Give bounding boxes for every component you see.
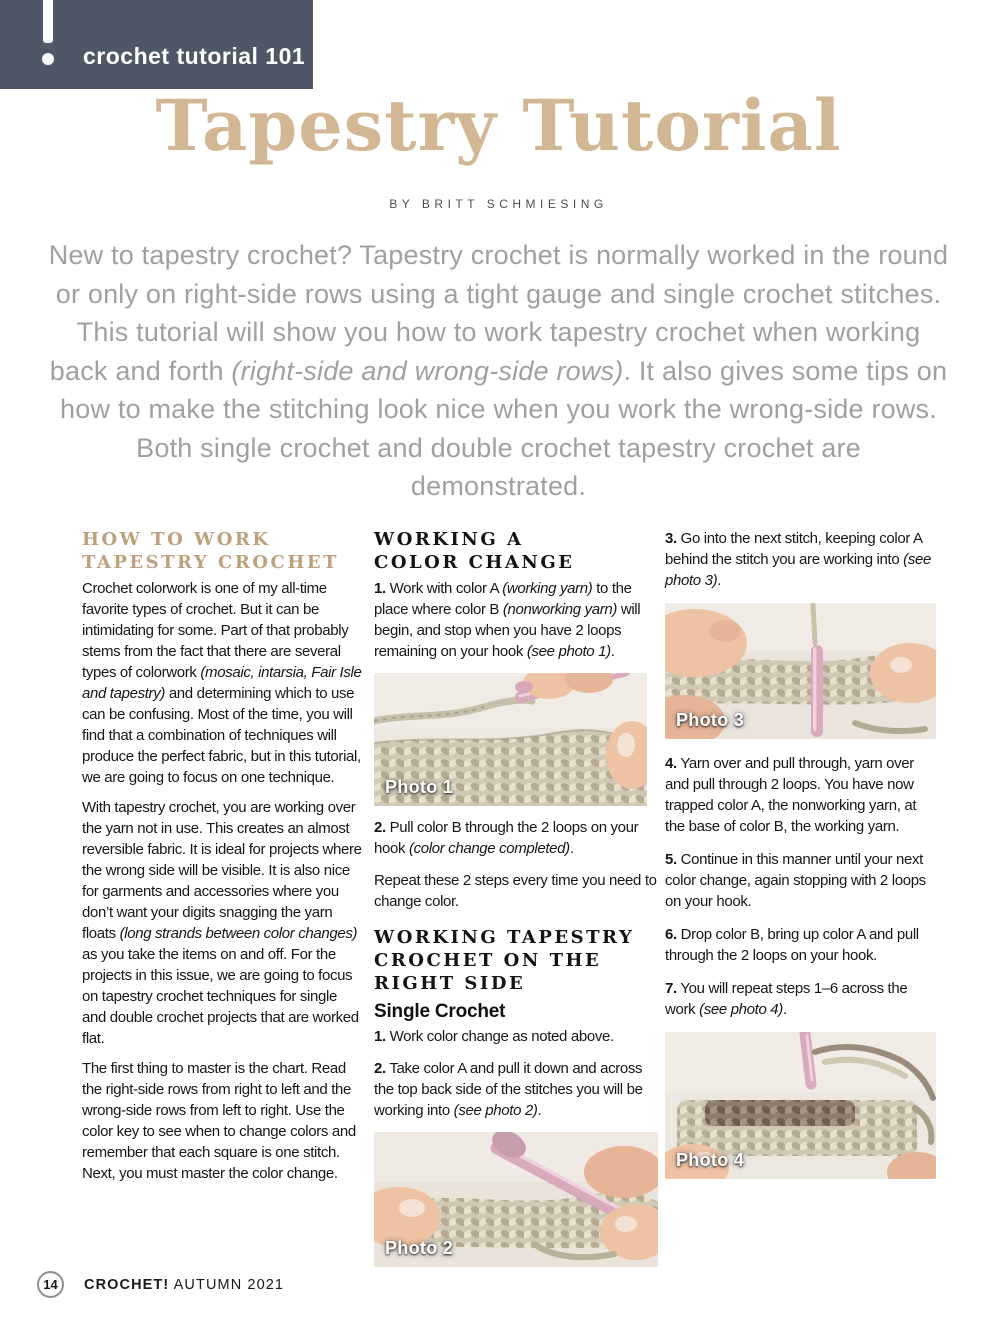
heading-line: RIGHT SIDE (374, 973, 526, 994)
paragraph-working-over-yarn: With tapestry crochet, you are working over the yarn not in use. This creates an almost reversible fabric. It is ideal for projects where the wrong side will be visible. It is also nice for garments and accessories where you don’t want your digits snagging the yarn floats (long strands between color changes) as you take the items on and off. For the projects in this issue, we are going to focus on tapestry crochet techniques for single and double crochet projects that are worked flat. (82, 799, 362, 1047)
photo-2 (374, 1132, 658, 1267)
heading-line: CROCHET ON THE (374, 950, 602, 971)
step-6: 6. Drop color B, bring up color A and pull through the 2 loops on your hook. (665, 926, 919, 964)
footer-magazine-line (84, 1277, 284, 1293)
heading-line: TAPESTRY CROCHET (82, 552, 339, 573)
byline: BY BRITT SCHMIESING (389, 197, 608, 211)
heading-line: COLOR CHANGE (374, 552, 575, 573)
section-banner (0, 0, 313, 89)
sc-step-1: 1. Work color change as noted above. (374, 1028, 614, 1045)
column-how-to-work (82, 528, 364, 1193)
page-number-badge (37, 1271, 64, 1298)
paragraph-colorwork: Crochet colorwork is one of my all-time favorite types of crochet. But it can be intimidating for some. Part of that probably stems from the fact that there are several types of colorwork (mosaic, intarsia, Fair Isle and tapestry) and determining which to use can be confusing. Most of the time, you will find that a combination of techniques will produce the perfect fabric, but in this tutorial, we are going to focus on one technique. (82, 580, 362, 786)
intro-paragraph: New to tapestry crochet? Tapestry crochet is normally worked in the round or only on right-side rows using a tight gauge and single crochet stitches. This tutorial will show you how to work tapestry crochet when working back and forth (right-side and wrong-side rows). It also gives some tips on how to make the stitching look nice when you work the wrong-side rows. Both single crochet and double crochet tapestry crochet are demonstrated. (48, 240, 949, 501)
photo-4 (665, 1032, 936, 1179)
heading-line: HOW TO WORK (82, 529, 271, 550)
banner-label: crochet tutorial 101 (83, 43, 306, 69)
heading-right-side (374, 926, 658, 995)
issue-name: AUTUMN 2021 (169, 1277, 285, 1293)
page-title: Tapestry Tutorial (155, 84, 842, 167)
photo-1 (374, 673, 647, 806)
step-2: 2. Pull color B through the 2 loops on your hook (color change completed). (374, 819, 639, 857)
step-3: 3. Go into the next stitch, keeping color A behind the stitch you are working into (see photo 3). (665, 530, 931, 589)
heading-how-to-work (82, 528, 364, 574)
subheading-single-crochet: Single Crochet (374, 1001, 506, 1022)
heading-working-color-change (374, 528, 658, 574)
exclamation-icon (43, 0, 53, 43)
column-color-change (374, 528, 658, 1267)
sc-step-2: 2. Take color A and pull it down and across the top back side of the stitches you will be working into (see photo 2). (374, 1060, 643, 1119)
photo-1-label: Photo 1 (385, 777, 454, 797)
exclamation-dot-icon (42, 53, 54, 65)
step-4: 4. Yarn over and pull through, yarn over and pull through 2 loops. You have now trapped color A, the nonworking yarn, at the base of color B, the working yarn. (665, 755, 917, 835)
step-7: 7. You will repeat steps 1–6 across the work (see photo 4). (665, 980, 908, 1018)
photo-3-label: Photo 3 (676, 710, 745, 730)
photo-4-label: Photo 4 (676, 1150, 745, 1170)
heading-line: WORKING TAPESTRY (374, 927, 635, 948)
paragraph-master-chart: The first thing to master is the chart. Read the right-side rows from right to left and the wrong-side rows from left to right. Use the color key to see when to change colors and remember that each square is one stitch. Next, you must master the color change. (82, 1060, 356, 1182)
repeat-note: Repeat these 2 steps every time you need to change color. (374, 872, 657, 910)
photo-3 (665, 603, 936, 739)
step-5: 5. Continue in this manner until your next color change, again stopping with 2 loops on your hook. (665, 851, 926, 910)
heading-line: WORKING A (374, 529, 524, 550)
photo-2-label: Photo 2 (385, 1238, 454, 1258)
page-number: 14 (43, 1277, 58, 1292)
column-steps-continued (665, 528, 937, 1179)
step-1: 1. Work with color A (working yarn) to the place where color B (nonworking yarn) will begin, and stop when you have 2 loops remaining on your hook (see photo 1). (374, 580, 641, 660)
magazine-name: CROCHET! (84, 1277, 170, 1293)
